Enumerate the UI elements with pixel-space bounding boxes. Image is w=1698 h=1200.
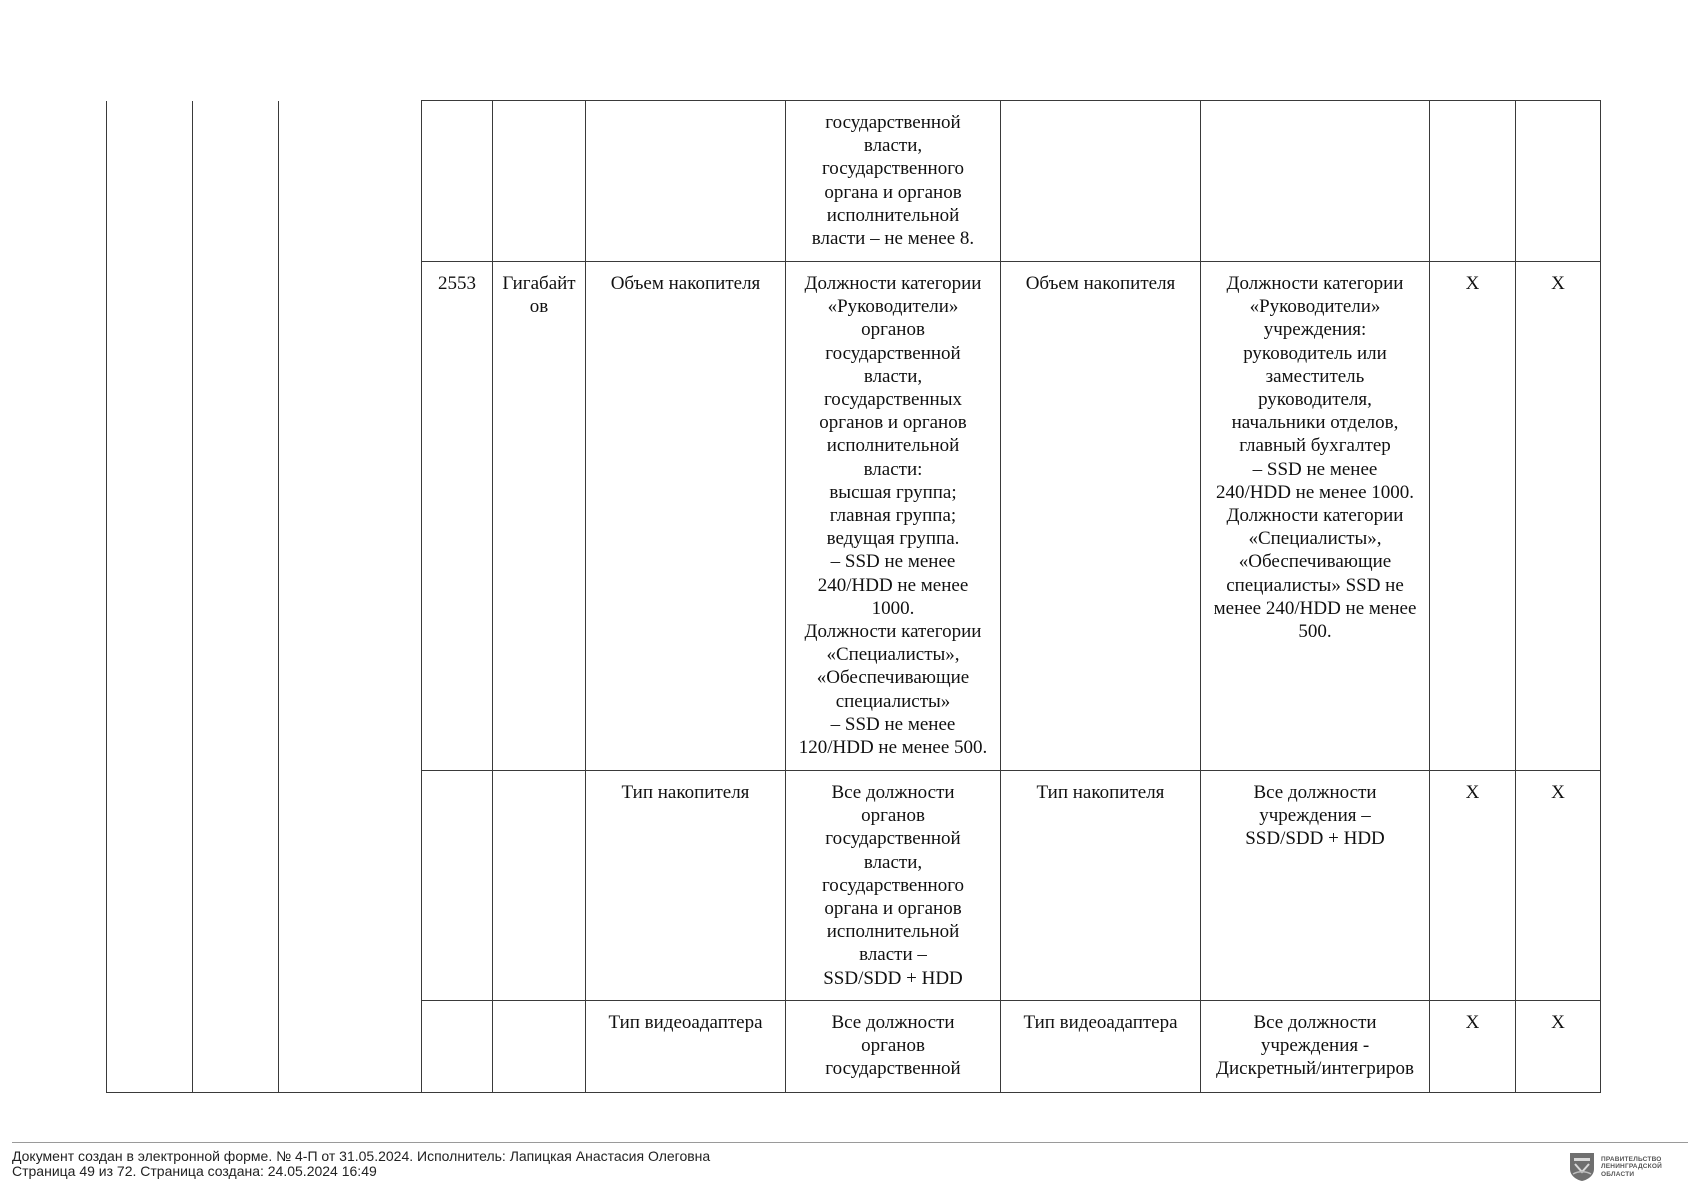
mark1-cell [1430, 771, 1516, 1001]
characteristic2-text: Тип видеоадаптера [1023, 1012, 1178, 1033]
mark2-text: X [1551, 1012, 1565, 1033]
footer-divider [12, 1142, 1688, 1143]
code-cell [422, 101, 493, 262]
unit-cell [493, 1001, 586, 1093]
mark1-text: X [1465, 1012, 1480, 1033]
inst-value-cell [1201, 1001, 1430, 1093]
characteristic-cell [586, 262, 786, 771]
gov-value-cell [786, 101, 1001, 262]
footer-info [12, 1149, 710, 1179]
gov-value-text: Все должности органов государственной [825, 1012, 961, 1080]
unit-text: Гигабайт ов [502, 273, 576, 318]
mark2-cell [1516, 101, 1601, 262]
inst-value-text: Все должности учреждения - Дискретный/интегриров [1216, 1012, 1414, 1080]
blank-cell [193, 101, 279, 1093]
footer-document-line: Документ создан в электронной форме. № 4-П от 31.05.2024. Исполнитель: Лапицкая Анастасия Олеговна [12, 1148, 711, 1164]
blank-cell [279, 101, 422, 1093]
blank-cell [107, 101, 193, 1093]
inst-value-cell [1201, 101, 1430, 262]
unit-cell [493, 101, 586, 262]
table-row [107, 101, 1601, 262]
characteristic-text: Тип видеоадаптера [608, 1012, 763, 1033]
characteristic2-cell [1001, 1001, 1201, 1093]
code-cell [422, 1001, 493, 1093]
characteristic2-text: Тип накопителя [1036, 782, 1165, 803]
mark2-cell [1516, 771, 1601, 1001]
gov-value-text: государственной власти, государственного органа и органов исполнительной власти – не менее 8. [811, 112, 975, 250]
government-logo [1569, 1150, 1687, 1184]
mark1-text: X [1465, 273, 1480, 294]
requirements-table [106, 100, 1601, 1093]
inst-value-text: Должности категории «Руководители» учреждения: руководитель или заместитель руководителя, начальники отделов, главный бухгалтер – SSD не менее 240/HDD не менее 1000. Должности категории «Специалисты», «Обеспечивающие специалисты» SSD не менее 240/HDD не менее 500. [1213, 273, 1417, 643]
characteristic2-cell [1001, 771, 1201, 1001]
characteristic-cell [586, 1001, 786, 1093]
characteristic2-cell [1001, 262, 1201, 771]
gov-value-cell [786, 771, 1001, 1001]
mark1-cell [1430, 101, 1516, 262]
characteristic-cell [586, 771, 786, 1001]
characteristic-text: Объем накопителя [610, 273, 761, 294]
code-cell [422, 771, 493, 1001]
coat-of-arms-icon [1569, 1152, 1595, 1182]
characteristic2-text: Объем накопителя [1025, 273, 1176, 294]
inst-value-text: Все должности учреждения – SSD/SDD + HDD [1245, 782, 1385, 850]
mark1-cell [1430, 262, 1516, 771]
logo-caption: ПРАВИТЕЛЬСТВО ЛЕНИНГРАДСКОЙ ОБЛАСТИ [1601, 1155, 1662, 1178]
characteristic2-cell [1001, 101, 1201, 262]
characteristic-text: Тип накопителя [621, 782, 750, 803]
code-text: 2553 [438, 273, 476, 294]
inst-value-cell [1201, 262, 1430, 771]
characteristic-cell [586, 101, 786, 262]
footer-page-line: Страница 49 из 72. Страница создана: 24.05.2024 16:49 [12, 1163, 377, 1179]
inst-value-cell [1201, 771, 1430, 1001]
gov-value-text: Должности категории «Руководители» органов государственной власти, государственных органов и органов исполнительной власти: высшая группа; главная группа; ведущая группа. – SSD не менее 240/HDD не менее 1000. Должности категории «Специалисты», «Обеспечивающие специалисты» – SSD не менее 120/HDD не менее 500. [798, 273, 988, 759]
mark2-cell [1516, 1001, 1601, 1093]
mark1-text: X [1465, 782, 1480, 803]
code-cell [422, 262, 493, 771]
gov-value-text: Все должности органов государственной власти, государственного органа и органов исполнительной власти – SSD/SDD + HDD [821, 782, 965, 989]
mark2-cell [1516, 262, 1601, 771]
mark2-text: X [1551, 782, 1565, 803]
unit-cell [493, 771, 586, 1001]
unit-cell [493, 262, 586, 771]
gov-value-cell [786, 262, 1001, 771]
mark1-cell [1430, 1001, 1516, 1093]
gov-value-cell [786, 1001, 1001, 1093]
mark2-text: X [1551, 273, 1565, 294]
